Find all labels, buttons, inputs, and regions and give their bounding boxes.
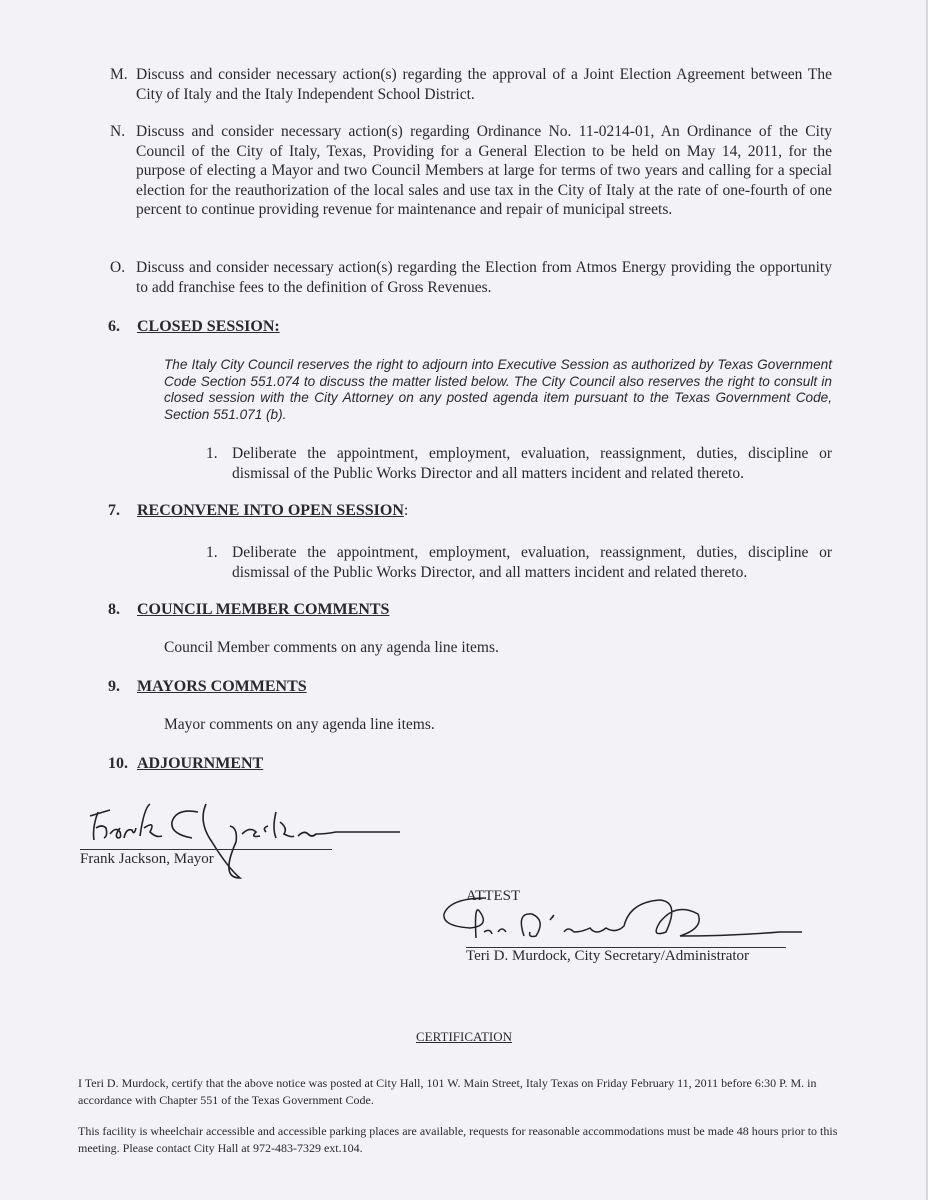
section-number: 8. xyxy=(108,601,120,618)
item-letter: N. xyxy=(110,123,126,140)
certification-title: CERTIFICATION xyxy=(416,1029,512,1044)
item-text: Discuss and consider necessary action(s) regarding the Election from Atmos Energy providing the opportunity to add franchise fees to the definition of Gross Revenues. xyxy=(136,259,832,296)
section-number: 7. xyxy=(108,502,120,519)
section-number: 9. xyxy=(108,678,120,695)
closed-session-subitem xyxy=(206,444,832,483)
attest-label: ATTEST xyxy=(466,888,521,904)
subitem-text: Deliberate the appointment, employment, evaluation, reassignment, duties, discipline or dismissal of the Public Works Director and all matters incident and related thereto. xyxy=(232,445,832,482)
section-title: CLOSED SESSION: xyxy=(137,318,280,335)
mayors-comments-text: Mayor comments on any agenda line items. xyxy=(164,716,435,733)
agenda-item-m xyxy=(110,65,832,104)
section-mayors-comments-heading xyxy=(108,678,307,696)
section-reconvene-heading xyxy=(108,502,408,520)
item-letter: M. xyxy=(110,66,128,83)
accessibility-notice: This facility is wheelchair accessible and accessible parking places are available, requests for reasonable accommodations must be made 48 hours prior to this meeting. Please contact City Hall at 972-483-7329 ext.104. xyxy=(78,1124,838,1155)
item-text: Discuss and consider necessary action(s) regarding the approval of a Joint Election Agreement between The City of Italy and the Italy Independent School District. xyxy=(136,66,832,103)
agenda-item-n xyxy=(110,122,832,220)
subitem-number: 1. xyxy=(206,544,218,561)
mayor-signature-line xyxy=(80,849,332,850)
item-letter: O. xyxy=(110,259,126,276)
council-comments-text: Council Member comments on any agenda line items. xyxy=(164,639,499,656)
section-title: RECONVENE INTO OPEN SESSION xyxy=(137,502,404,519)
closed-session-notice: The Italy City Council reserves the right to adjourn into Executive Session as authorized by Texas Government Code Section 551.074 to discuss the matter listed below. The City Council also reserves the right to consult in closed session with the City Attorney on any posted agenda item pursuant to the Texas Government Code, Section 551.071 (b). xyxy=(164,357,832,422)
section-closed-session-heading xyxy=(108,318,280,336)
section-number: 10. xyxy=(108,755,128,772)
section-title: ADJOURNMENT xyxy=(137,755,264,772)
reconvene-subitem xyxy=(206,543,832,582)
section-number: 6. xyxy=(108,318,120,335)
item-text: Discuss and consider necessary action(s) regarding Ordinance No. 11-0214-01, An Ordinance of the City Council of the City of Italy, Texas, Providing for a General Election to be held on May 14, 2011, for the purpose of electing a Mayor and two Council Members at large for terms of two years and calling for a special election for the reauthorization of the local sales and use tax in the City of Italy at the rate of one-fourth of one percent to continue providing revenue for maintenance and repair of municipal streets. xyxy=(136,123,832,218)
section-title: MAYORS COMMENTS xyxy=(137,678,307,695)
certification-statement: I Teri D. Murdock, certify that the above notice was posted at City Hall, 101 W. Main Street, Italy Texas on Friday February 11, 2011 before 6:30 P. M. in accordance with Chapter 551 of the Texas Government Code. xyxy=(78,1076,817,1107)
mayor-caption: Frank Jackson, Mayor xyxy=(80,851,214,867)
subitem-number: 1. xyxy=(206,445,218,462)
subitem-text: Deliberate the appointment, employment, evaluation, reassignment, duties, discipline or dismissal of the Public Works Director, and all matters incident and related thereto. xyxy=(232,544,832,581)
secretary-signature-icon xyxy=(440,892,810,952)
agenda-item-o xyxy=(110,258,832,297)
section-adjournment-heading xyxy=(108,755,263,773)
secretary-caption: Teri D. Murdock, City Secretary/Administrator xyxy=(466,948,750,964)
section-council-comments-heading xyxy=(108,601,389,619)
section-title: COUNCIL MEMBER COMMENTS xyxy=(137,601,390,618)
section-title-suffix: : xyxy=(403,502,409,519)
